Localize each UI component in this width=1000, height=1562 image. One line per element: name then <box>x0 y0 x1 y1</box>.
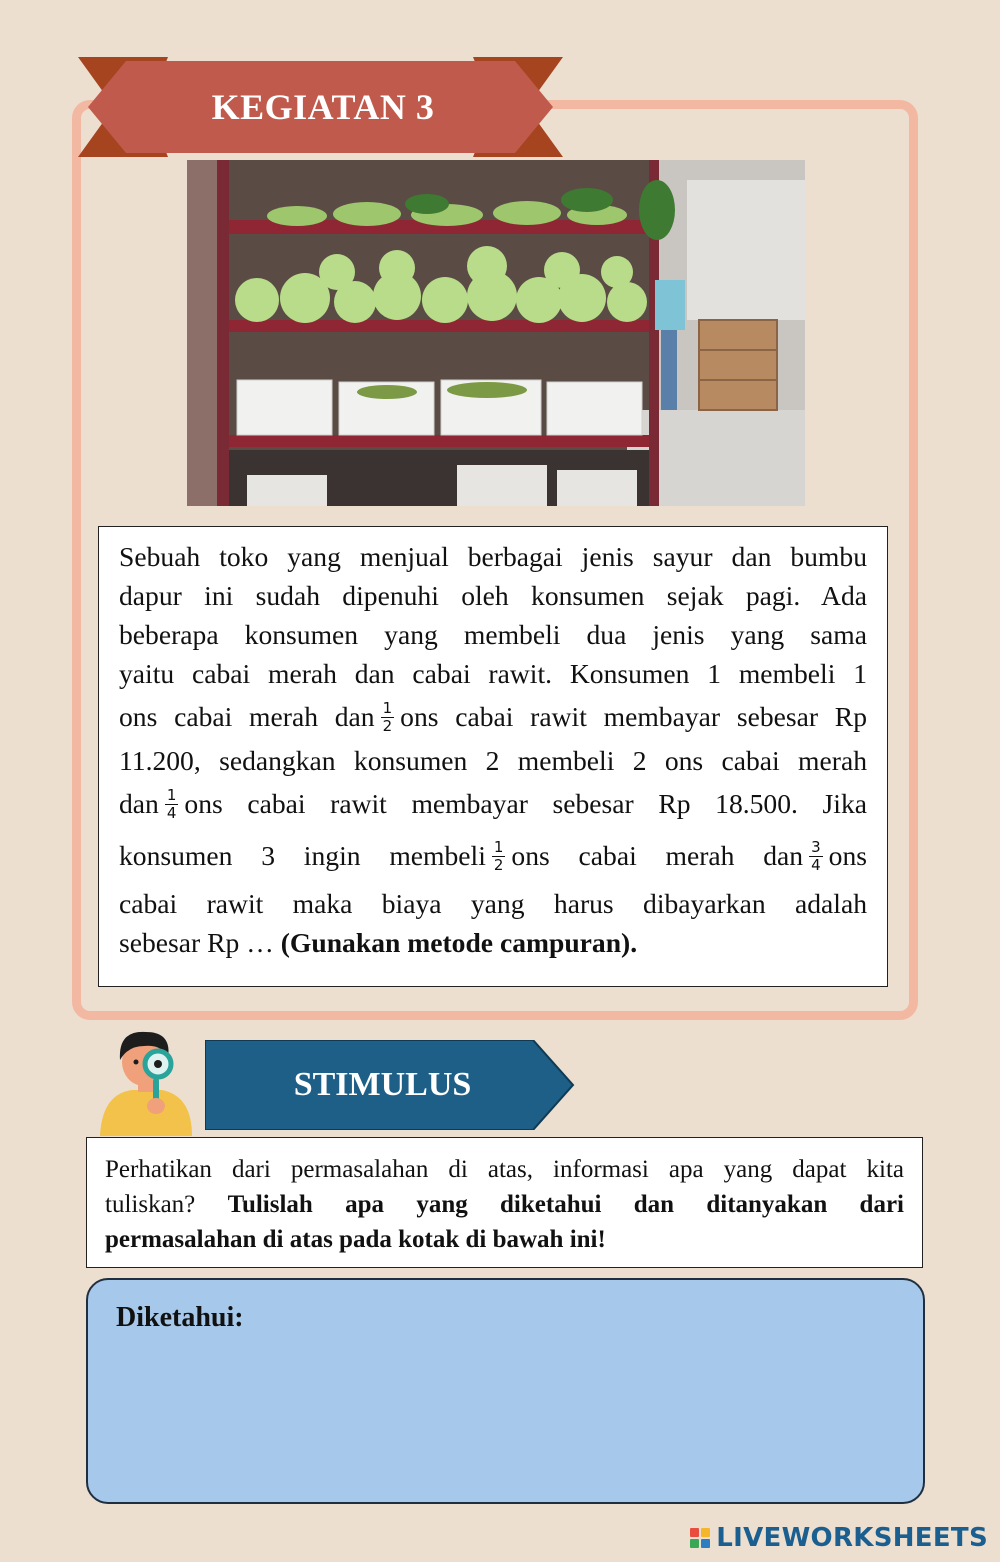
problem-line: dapur ini sudah dipenuhi oleh konsumen sejak pagi. Ada <box>119 580 867 611</box>
fraction-three-quarters: $\frac{3}{4}$ <box>811 838 821 875</box>
liveworksheets-logo <box>690 1521 988 1555</box>
known-label: Diketahui: <box>116 1302 244 1333</box>
instruction-line: tuliskan? Tulislah apa yang diketahui dan ditanyakan dari <box>105 1191 904 1218</box>
fraction-one-quarter: $\frac{1}{4}$ <box>166 786 177 823</box>
instruction-line: permasalahan di atas pada kotak di bawah ini! <box>105 1226 606 1253</box>
problem-line: dan $\frac{1}{4}$ ons cabai rawit membayar sebesar Rp 18.500. Jika <box>119 786 867 823</box>
problem-line: yaitu cabai merah dan cabai rawit. Konsumen 1 membeli 1 <box>119 658 867 689</box>
liveworksheets-icon <box>690 1528 710 1548</box>
stimulus-title: STIMULUS <box>293 1066 472 1103</box>
problem-line: beberapa konsumen yang membeli dua jenis yang sama <box>119 619 867 650</box>
activity-title: KEGIATAN 3 <box>211 87 435 127</box>
stimulus-banner <box>205 1040 577 1130</box>
problem-line: ons cabai merah dan $\frac{1}{2}$ ons cabai rawit membayar sebesar Rp <box>119 699 867 736</box>
instruction-line: Perhatikan dari permasalahan di atas, informasi apa yang dapat kita <box>105 1156 904 1183</box>
known-answer-input[interactable] <box>116 1334 895 1484</box>
problem-line: konsumen 3 ingin membeli $\frac{1}{2}$ ons cabai merah dan $\frac{3}{4}$ ons <box>119 838 867 875</box>
fraction-one-half-2: $\frac{1}{2}$ <box>493 838 504 875</box>
method-instruction: (Gunakan metode campuran). <box>280 927 638 958</box>
instruction-box <box>86 1137 923 1268</box>
problem-line: 11.200, sedangkan konsumen 2 membeli 2 ons cabai merah <box>119 745 867 776</box>
magnifying-glass-kid-icon <box>92 1024 200 1136</box>
problem-text-box <box>98 526 888 987</box>
activity-ribbon <box>78 57 563 157</box>
fraction-one-half: $\frac{1}{2}$ <box>382 699 393 736</box>
problem-line: cabai rawit maka biaya yang harus dibayarkan adalah <box>119 888 867 919</box>
problem-line: sebesar Rp … (Gunakan metode campuran). <box>119 927 638 958</box>
known-answer-box[interactable] <box>86 1278 925 1504</box>
vegetable-shop-photo <box>187 160 805 506</box>
problem-line: Sebuah toko yang menjual berbagai jenis sayur dan bumbu <box>119 541 867 572</box>
liveworksheets-text: LIVEWORKSHEETS <box>716 1523 988 1553</box>
